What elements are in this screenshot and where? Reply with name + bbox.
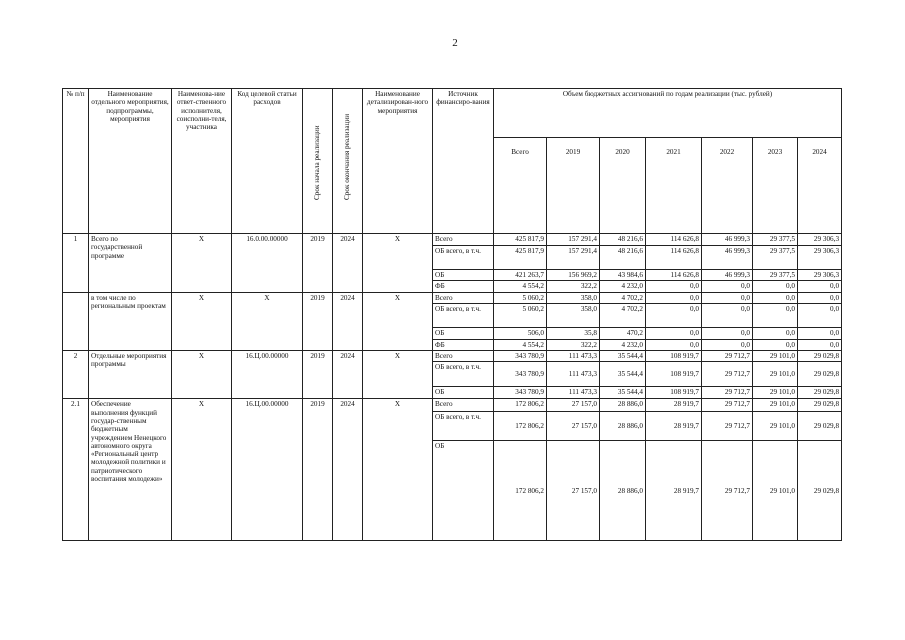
funding-source: Всего	[433, 292, 494, 303]
year-header: Всего	[494, 138, 547, 234]
budget-value: 4 702,2	[600, 303, 646, 327]
budget-value: 29 029,8	[798, 441, 842, 541]
col-executor-header: Наименова-ние ответ-ственного исполнителя, соисполни-теля, участника	[172, 89, 232, 234]
budget-value: 29 712,7	[702, 412, 753, 441]
budget-value: 29 712,7	[702, 399, 753, 412]
budget-value: 0,0	[753, 303, 798, 327]
col-name-header: Наименование отдельного мероприятия, подпрограммы, мероприятия	[89, 89, 172, 234]
item-name: в том числе по региональным проектам	[89, 292, 172, 351]
year-header: 2019	[547, 138, 600, 234]
budget-value: 0,0	[702, 327, 753, 339]
table-body	[63, 234, 842, 541]
budget-value: 108 919,7	[646, 387, 702, 399]
budget-value: 28 919,7	[646, 441, 702, 541]
budget-value: 470,2	[600, 327, 646, 339]
budget-value: 43 984,6	[600, 270, 646, 281]
budget-value: 29 712,7	[702, 351, 753, 362]
budget-value: 29 101,0	[753, 387, 798, 399]
budget-value: 0,0	[798, 339, 842, 350]
budget-value: 29 377,5	[753, 246, 798, 270]
budget-value: 28 919,7	[646, 399, 702, 412]
item-executor: Х	[172, 234, 232, 293]
budget-value: 421 263,7	[494, 270, 547, 281]
budget-value: 0,0	[798, 292, 842, 303]
budget-value: 4 554,2	[494, 339, 547, 350]
item-start-year: 2019	[303, 351, 333, 399]
funding-source: ОБ	[433, 270, 494, 281]
table-row	[63, 399, 842, 412]
budget-value: 0,0	[753, 327, 798, 339]
budget-value: 425 817,9	[494, 246, 547, 270]
item-executor: Х	[172, 399, 232, 541]
budget-value: 35 544,4	[600, 362, 646, 387]
item-start-year: 2019	[303, 234, 333, 293]
budget-value: 0,0	[702, 292, 753, 303]
budget-value: 35 544,4	[600, 351, 646, 362]
budget-value: 322,2	[547, 281, 600, 292]
budget-value: 172 806,2	[494, 399, 547, 412]
item-end-year: 2024	[333, 292, 363, 351]
budget-value: 29 306,3	[798, 270, 842, 281]
item-code: 16.Ц.00.00000	[232, 351, 303, 399]
budget-value: 111 473,3	[547, 362, 600, 387]
budget-value: 29 377,5	[753, 270, 798, 281]
item-end-year: 2024	[333, 234, 363, 293]
budget-value: 114 626,8	[646, 270, 702, 281]
budget-value: 46 999,3	[702, 234, 753, 246]
budget-value: 5 060,2	[494, 303, 547, 327]
budget-value: 28 919,7	[646, 412, 702, 441]
budget-value: 29 029,8	[798, 399, 842, 412]
item-code: Х	[232, 292, 303, 351]
budget-header: Объем бюджетных ассигнований по годам реализации (тыс. рублей)	[494, 89, 842, 138]
budget-value: 425 817,9	[494, 234, 547, 246]
end-label: Срок окончания реализации	[343, 113, 352, 200]
budget-value: 157 291,4	[547, 246, 600, 270]
budget-value: 0,0	[646, 339, 702, 350]
budget-value: 157 291,4	[547, 234, 600, 246]
funding-source: ОБ	[433, 327, 494, 339]
budget-value: 343 780,9	[494, 351, 547, 362]
budget-value: 108 919,7	[646, 362, 702, 387]
item-detailed: Х	[363, 292, 433, 351]
budget-value: 29 029,8	[798, 387, 842, 399]
item-number: 2	[63, 351, 89, 399]
budget-value: 0,0	[798, 303, 842, 327]
budget-value: 29 712,7	[702, 387, 753, 399]
budget-value: 172 806,2	[494, 412, 547, 441]
funding-source: ФБ	[433, 339, 494, 350]
budget-value: 35 544,4	[600, 387, 646, 399]
year-header: 2020	[600, 138, 646, 234]
budget-value: 0,0	[646, 303, 702, 327]
item-start-year: 2019	[303, 292, 333, 351]
item-end-year: 2024	[333, 351, 363, 399]
budget-value: 343 780,9	[494, 387, 547, 399]
budget-value: 28 886,0	[600, 441, 646, 541]
item-detailed: Х	[363, 399, 433, 541]
col-end-header	[333, 89, 363, 234]
item-executor: Х	[172, 292, 232, 351]
item-start-year: 2019	[303, 399, 333, 541]
budget-value: 0,0	[702, 339, 753, 350]
budget-value: 4 702,2	[600, 292, 646, 303]
start-label: Срок начала реализации	[313, 125, 322, 200]
col-start-header	[303, 89, 333, 234]
table-row	[63, 351, 842, 362]
budget-value: 0,0	[646, 327, 702, 339]
budget-value: 29 306,3	[798, 234, 842, 246]
budget-value: 29 029,8	[798, 412, 842, 441]
funding-source: ОБ всего, в т.ч.	[433, 246, 494, 270]
funding-source: Всего	[433, 351, 494, 362]
budget-value: 29 712,7	[702, 362, 753, 387]
item-number: 2.1	[63, 399, 89, 541]
col-source-header: Источник финансиро-вания	[433, 89, 494, 234]
item-executor: Х	[172, 351, 232, 399]
funding-source: ОБ всего, в т.ч.	[433, 362, 494, 387]
item-detailed: Х	[363, 234, 433, 293]
funding-source: ОБ всего, в т.ч.	[433, 412, 494, 441]
budget-value: 29 712,7	[702, 441, 753, 541]
col-num-header: № п/п	[63, 89, 89, 234]
table-row	[63, 292, 842, 303]
budget-value: 108 919,7	[646, 351, 702, 362]
budget-value: 4 232,0	[600, 281, 646, 292]
budget-value: 0,0	[753, 339, 798, 350]
item-code: 16.0.00.00000	[232, 234, 303, 293]
budget-value: 322,2	[547, 339, 600, 350]
funding-source: Всего	[433, 234, 494, 246]
col-detailed-header: Наименование детализирован-ного мероприятия	[363, 89, 433, 234]
budget-value: 0,0	[646, 292, 702, 303]
item-detailed: Х	[363, 351, 433, 399]
budget-value: 5 060,2	[494, 292, 547, 303]
budget-value: 114 626,8	[646, 234, 702, 246]
year-header: 2022	[702, 138, 753, 234]
budget-value: 172 806,2	[494, 441, 547, 541]
budget-value: 29 029,8	[798, 362, 842, 387]
year-header: 2023	[753, 138, 798, 234]
budget-table	[62, 88, 842, 541]
item-name: Отдельные мероприятия программы	[89, 351, 172, 399]
budget-value: 111 473,3	[547, 351, 600, 362]
budget-value: 358,0	[547, 292, 600, 303]
funding-source: ОБ	[433, 387, 494, 399]
table-row	[63, 234, 842, 246]
budget-value: 48 216,6	[600, 246, 646, 270]
budget-value: 0,0	[798, 327, 842, 339]
budget-value: 29 101,0	[753, 362, 798, 387]
item-end-year: 2024	[333, 399, 363, 541]
item-name: Всего по государственной программе	[89, 234, 172, 293]
budget-value: 29 101,0	[753, 399, 798, 412]
year-header: 2024	[798, 138, 842, 234]
budget-value: 46 999,3	[702, 270, 753, 281]
budget-value: 27 157,0	[547, 412, 600, 441]
year-header: 2021	[646, 138, 702, 234]
header-row	[63, 89, 842, 138]
budget-value: 28 886,0	[600, 412, 646, 441]
funding-source: ОБ всего, в т.ч.	[433, 303, 494, 327]
budget-value: 0,0	[798, 281, 842, 292]
budget-value: 114 626,8	[646, 246, 702, 270]
budget-value: 358,0	[547, 303, 600, 327]
budget-value: 35,8	[547, 327, 600, 339]
budget-value: 29 101,0	[753, 351, 798, 362]
budget-value: 27 157,0	[547, 441, 600, 541]
item-number: 1	[63, 234, 89, 293]
funding-source: ОБ	[433, 441, 494, 541]
budget-value: 111 473,3	[547, 387, 600, 399]
funding-source: Всего	[433, 399, 494, 412]
item-code: 16.Ц.00.00000	[232, 399, 303, 541]
budget-value: 29 101,0	[753, 412, 798, 441]
item-name: Обеспечение выполнения функций государ-ственным бюджетным учреждением Ненецкого автономного округа «Региональный центр молодежной политики и патриотического воспитания молодежи»	[89, 399, 172, 541]
page-number: 2	[452, 37, 458, 49]
budget-value: 28 886,0	[600, 399, 646, 412]
budget-value: 0,0	[753, 281, 798, 292]
budget-value: 156 969,2	[547, 270, 600, 281]
budget-value: 0,0	[702, 303, 753, 327]
budget-value: 343 780,9	[494, 362, 547, 387]
col-code-header: Код целевой статьи расходов	[232, 89, 303, 234]
funding-source: ФБ	[433, 281, 494, 292]
budget-value: 46 999,3	[702, 246, 753, 270]
budget-value: 48 216,6	[600, 234, 646, 246]
budget-value: 4 554,2	[494, 281, 547, 292]
budget-value: 27 157,0	[547, 399, 600, 412]
budget-value: 29 029,8	[798, 351, 842, 362]
budget-value: 29 101,0	[753, 441, 798, 541]
budget-value: 29 306,3	[798, 246, 842, 270]
item-number	[63, 292, 89, 351]
budget-value: 0,0	[702, 281, 753, 292]
budget-value: 506,0	[494, 327, 547, 339]
budget-value: 0,0	[753, 292, 798, 303]
budget-value: 0,0	[646, 281, 702, 292]
budget-value: 29 377,5	[753, 234, 798, 246]
budget-value: 4 232,0	[600, 339, 646, 350]
